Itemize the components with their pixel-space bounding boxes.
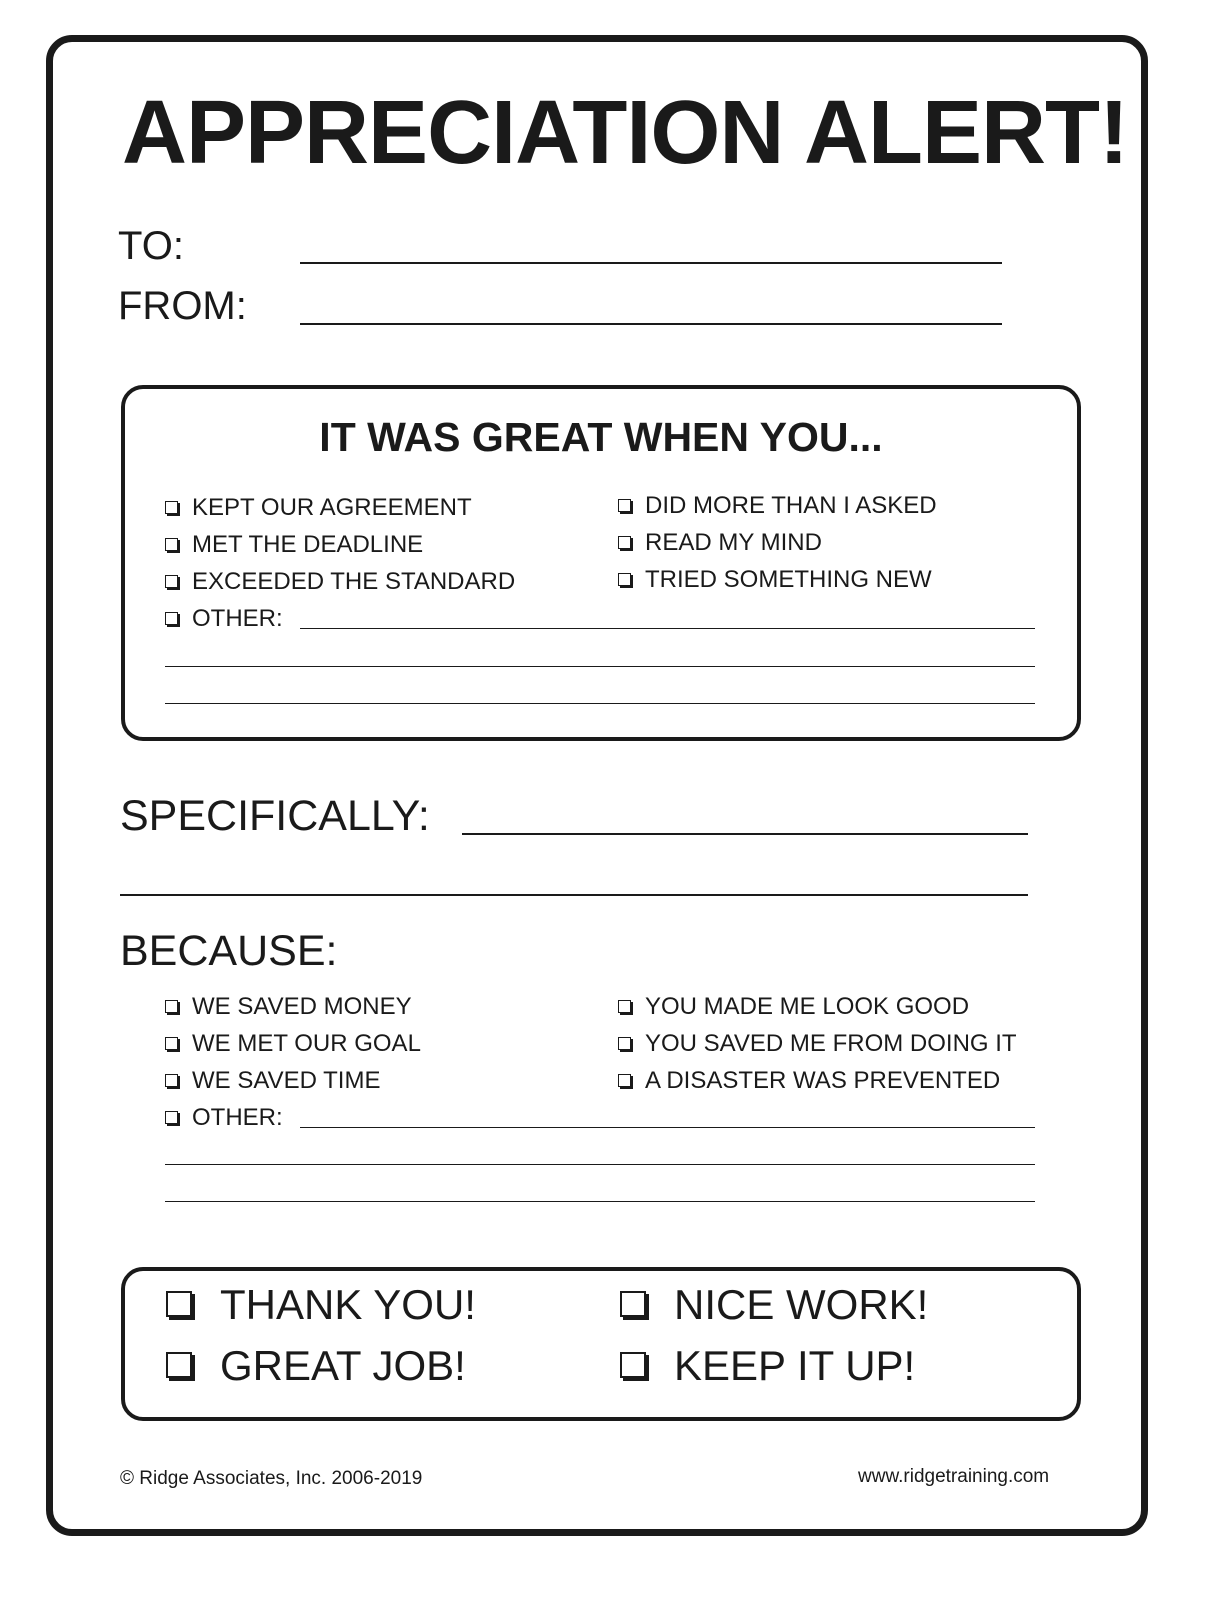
great-when-heading: IT WAS GREAT WHEN YOU... xyxy=(319,414,883,460)
great-when-option[interactable]: EXCEEDED THE STANDARD xyxy=(165,570,515,594)
praise-option[interactable]: NICE WORK! xyxy=(620,1284,928,1326)
because-other-line[interactable] xyxy=(165,1164,1035,1165)
checkbox-icon[interactable] xyxy=(165,501,178,514)
great-when-other[interactable]: OTHER: xyxy=(165,607,283,631)
great-when-other-line[interactable] xyxy=(165,703,1035,704)
praise-option[interactable]: GREAT JOB! xyxy=(166,1345,466,1387)
checkbox-icon[interactable] xyxy=(618,1037,631,1050)
website-link[interactable]: www.ridgetraining.com xyxy=(858,1466,1050,1487)
because-option[interactable]: A DISASTER WAS PREVENTED xyxy=(618,1069,1000,1093)
because-option[interactable]: YOU MADE ME LOOK GOOD xyxy=(618,995,969,1019)
great-when-option[interactable]: KEPT OUR AGREEMENT xyxy=(165,496,472,520)
great-when-option[interactable]: MET THE DEADLINE xyxy=(165,533,423,557)
checkbox-icon[interactable] xyxy=(618,499,631,512)
because-option[interactable]: WE SAVED MONEY xyxy=(165,995,412,1019)
checkbox-icon[interactable] xyxy=(166,1291,192,1317)
specifically-label: SPECIFICALLY: xyxy=(120,792,430,840)
to-label: TO: xyxy=(118,224,184,268)
checkbox-icon[interactable] xyxy=(165,1000,178,1013)
from-field[interactable] xyxy=(300,323,1002,325)
checkbox-icon[interactable] xyxy=(620,1352,646,1378)
because-option[interactable]: WE SAVED TIME xyxy=(165,1069,380,1093)
checkbox-icon[interactable] xyxy=(618,573,631,586)
great-when-other-line[interactable] xyxy=(165,666,1035,667)
checkbox-icon[interactable] xyxy=(165,538,178,551)
because-option[interactable]: YOU SAVED ME FROM DOING IT xyxy=(618,1032,1017,1056)
form-title: APPRECIATION ALERT! xyxy=(122,83,1128,183)
copyright-text: © Ridge Associates, Inc. 2006-2019 xyxy=(120,1468,423,1489)
great-when-option[interactable]: TRIED SOMETHING NEW xyxy=(618,568,932,592)
from-label: FROM: xyxy=(118,284,247,328)
because-option[interactable]: WE MET OUR GOAL xyxy=(165,1032,421,1056)
specifically-line[interactable] xyxy=(120,894,1028,896)
checkbox-icon[interactable] xyxy=(618,536,631,549)
checkbox-icon[interactable] xyxy=(165,575,178,588)
because-label: BECAUSE: xyxy=(120,927,338,975)
praise-option[interactable]: KEEP IT UP! xyxy=(620,1345,915,1387)
great-when-box xyxy=(121,385,1081,741)
checkbox-icon[interactable] xyxy=(165,1074,178,1087)
checkbox-icon[interactable] xyxy=(165,1111,178,1124)
specifically-field[interactable] xyxy=(462,833,1028,835)
checkbox-icon[interactable] xyxy=(165,1037,178,1050)
because-other-line[interactable] xyxy=(165,1201,1035,1202)
checkbox-icon[interactable] xyxy=(165,612,178,625)
great-when-other-field[interactable] xyxy=(300,628,1035,629)
because-other-field[interactable] xyxy=(300,1127,1035,1128)
great-when-option[interactable]: DID MORE THAN I ASKED xyxy=(618,494,937,518)
checkbox-icon[interactable] xyxy=(620,1291,646,1317)
praise-option[interactable]: THANK YOU! xyxy=(166,1284,476,1326)
because-other[interactable]: OTHER: xyxy=(165,1106,283,1130)
to-field[interactable] xyxy=(300,262,1002,264)
checkbox-icon[interactable] xyxy=(618,1074,631,1087)
checkbox-icon[interactable] xyxy=(166,1352,192,1378)
checkbox-icon[interactable] xyxy=(618,1000,631,1013)
great-when-option[interactable]: READ MY MIND xyxy=(618,531,822,555)
